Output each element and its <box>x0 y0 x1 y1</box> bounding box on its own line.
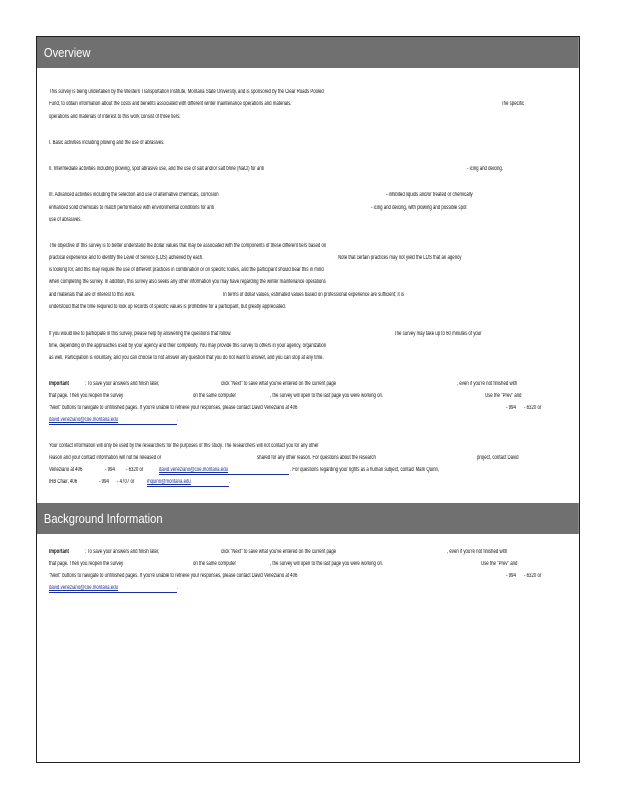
important-text: , the survey will open to the last page you were working on. <box>270 561 384 567</box>
important-text: click "Next" to save what you've entered on the current page <box>221 381 337 387</box>
important-text: that page. Then you reopen the survey <box>49 561 124 567</box>
background-title: Background Information <box>43 511 163 526</box>
confidentiality-text: - 4707 or <box>117 479 135 485</box>
important-text: - 994 <box>506 405 516 411</box>
important-text: Use the "Prev" and <box>481 561 518 567</box>
tier-2-text: II. Intermediate activities including plowing, spot abrasive use, and the use of salt and/or salt brine (NaCl) for anti <box>49 166 264 172</box>
intro-text: operations and materials of interest to this work consist of three tiers: <box>49 114 181 120</box>
objective-text: In terms of dollar values, estimated values based on professional experience are sufficient; it is <box>223 292 404 298</box>
participation-text: time, depending on the approaches used by your agency and their complexity. You may provide this survey to others in your agency, organization <box>49 343 327 349</box>
important-label: Important <box>49 549 69 555</box>
objective-text: when completing the survey. In addition, this survey also seeks any other information you may have regarding the winter maintenance operations <box>49 279 326 285</box>
intro-text: The specific <box>501 101 525 107</box>
important-text: : To save your answers and finish later, <box>85 549 160 555</box>
contact-email-link[interactable]: david.veneziano@coe.montana.edu <box>49 585 118 591</box>
confidentiality-text: - 994 <box>99 479 109 485</box>
important-text: , even if you're not finished with <box>447 549 508 555</box>
link-underline <box>49 592 177 593</box>
confidentiality-text: project, contact David <box>477 455 519 461</box>
overview-title: Overview <box>43 45 91 60</box>
tier-3-text: - inhibited liquids and/or treated or chemically <box>386 192 473 198</box>
important-text: "Next" buttons to navigate to unfinished pages. If you're unable to retrieve your responses, please contact David Veneziano at 406 <box>49 405 298 411</box>
background-section-header <box>37 503 579 534</box>
confidentiality-text: reason and your contact information will not be released or <box>49 455 162 461</box>
participation-text: The survey may take up to 60 minutes of your <box>394 331 482 337</box>
tier-3-text: enhanced solid chemicals to match performance with environmental conditions for anti <box>49 205 214 211</box>
link-underline <box>49 424 177 425</box>
important-text: on the same computer <box>193 393 236 399</box>
important-label: Important <box>49 381 69 387</box>
important-text: , even if you're not finished with <box>457 381 518 387</box>
important-text: "Next" buttons to navigate to unfinished pages. If you're unable to retrieve your responses, please contact David Veneziano at 406 <box>49 573 298 579</box>
important-text: Use the "Prev" and <box>485 393 522 399</box>
important-text: - 6320 or <box>524 405 542 411</box>
confidentiality-text: Veneziano at 406 <box>49 467 83 473</box>
intro-text: Fund, to obtain information about the costs and benefits associated with different winter maintenance operations and materials. <box>49 101 292 107</box>
objective-text: understood that the time required to look up records of specific values is prohibitive for a participant, but greatly appreciated. <box>49 304 287 310</box>
confidentiality-text: - 994 <box>105 467 115 473</box>
objective-text: Note that certain practices may not yield the LOS that an agency <box>338 255 462 261</box>
confidentiality-text: - 6320 or <box>126 467 144 473</box>
participation-text: If you would like to participate in this survey, please help by answering the questions that follow. <box>49 331 232 337</box>
period-text: . <box>177 585 179 591</box>
important-text: - 994 <box>506 573 516 579</box>
period-text: . <box>229 479 231 485</box>
survey-page <box>36 36 580 763</box>
link-underline <box>147 486 229 487</box>
important-text: that page. Then you reopen the survey <box>49 393 124 399</box>
contact-email-link[interactable]: david.veneziano@coe.montana.edu <box>49 417 118 423</box>
important-text: - 6320 or <box>524 573 542 579</box>
objective-text: practical experience and to identify the Level of Service (LOS) achieved by each. <box>49 255 204 261</box>
contact-email-link[interactable]: david.veneziano@coe.montana.edu <box>159 467 228 473</box>
confidentiality-text: . For questions regarding your rights as a human subject, contact Mark Quinn, <box>290 467 440 473</box>
tier-2-text: - icing and deicing. <box>467 166 504 172</box>
important-text: on the same computer <box>193 561 236 567</box>
important-text: , the survey will open to the last page you were working on. <box>270 393 384 399</box>
objective-text: The objective of this survey is to better understand the dollar values that may be associated with the components of these different tiers based on <box>49 243 327 249</box>
confidentiality-text: IRB Chair, 406 <box>49 479 78 485</box>
irb-email-link[interactable]: mquinn@montana.edu <box>147 479 191 485</box>
participation-text: as well. Participation is voluntary, and you can choose to not answer any question that you do not want to answer, and you can stop at any time. <box>49 355 324 361</box>
link-underline <box>159 474 289 475</box>
objective-text: is looking for, and this may require the use of different practices in combination or on specific routes, and the participant should bear this in mind <box>49 267 324 273</box>
intro-text: This survey is being undertaken by the Western Transportation Institute, Montana State University, and is sponsored by the Clear Roads Pooled <box>49 89 324 95</box>
important-text: : To save your answers and finish later, <box>85 381 160 387</box>
objective-text: and materials that are of interest to this work. <box>49 292 136 298</box>
period-text: . <box>177 417 179 423</box>
tier-3-text: use of abrasives. <box>49 217 82 223</box>
tier-1-text: I. Basic activities including plowing and the use of abrasives. <box>49 140 165 146</box>
tier-3-text: - icing and deicing, with plowing and possible spot <box>371 205 467 211</box>
tier-3-text: III. Advanced activities including the selection and use of alternative chemicals, corrosion <box>49 192 219 198</box>
confidentiality-text: shared for any other reason. For questions about the research <box>257 455 376 461</box>
confidentiality-text: Your contact information will only be used by the researchers for the purposes of this study. The researchers will not contact you for any other <box>49 443 319 449</box>
important-text: click "Next" to save what you've entered on the current page <box>221 549 337 555</box>
overview-section-header <box>37 37 579 68</box>
